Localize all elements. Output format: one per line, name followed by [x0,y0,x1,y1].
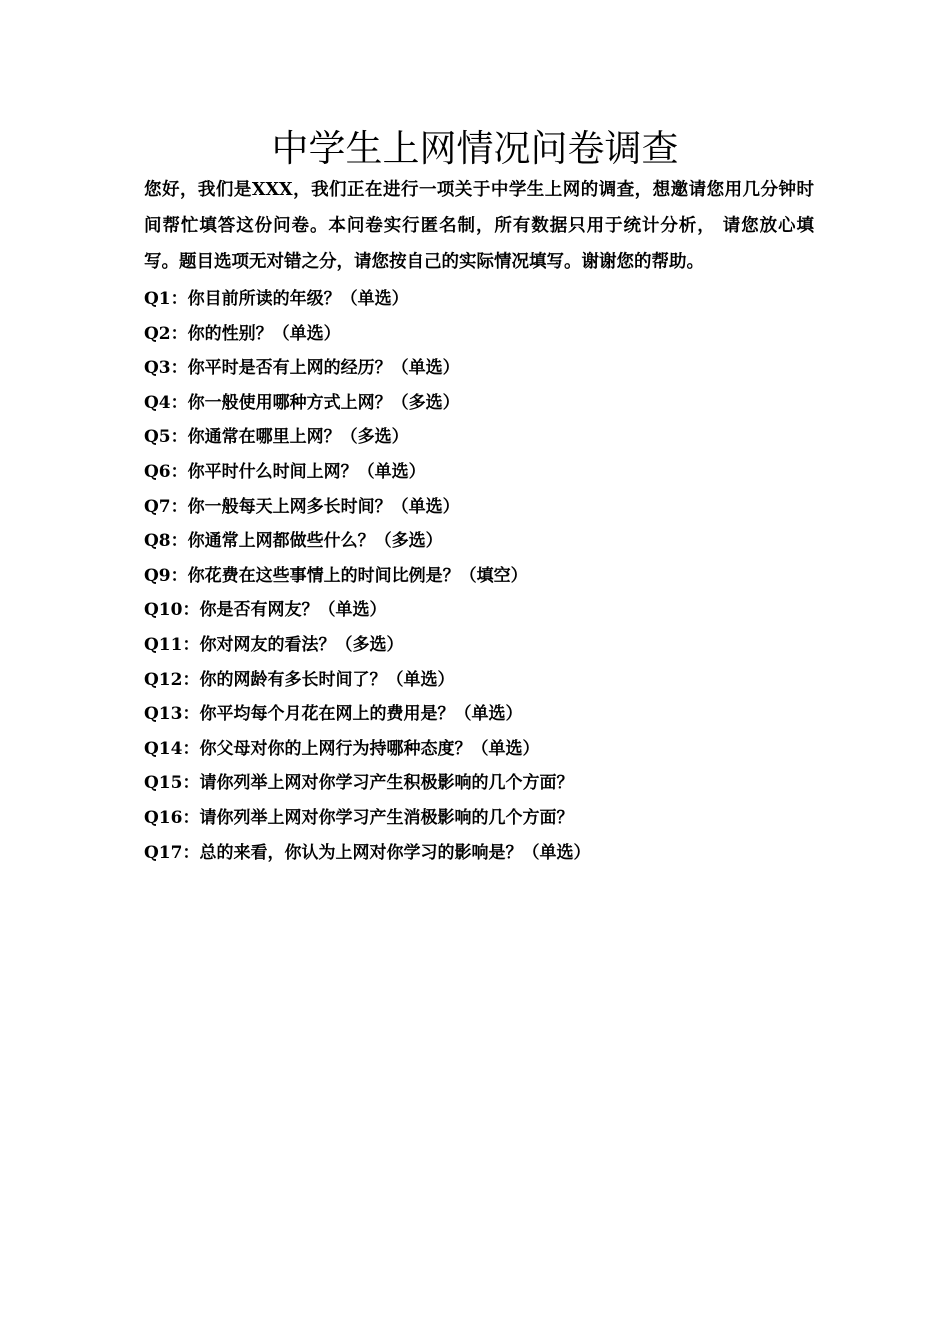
question-item: Q10：你是否有网友？（单选） [144,600,387,621]
page-title: 中学生上网情况问卷调查 [271,127,679,170]
question-item: Q16：请你列举上网对你学习产生消极影响的几个方面？ [144,807,574,828]
question-item: Q14：你父母对你的上网行为持哪种态度？（单选） [144,738,540,759]
question-item: Q17：总的来看，你认为上网对你学习的影响是？（单选） [144,842,591,863]
question-item: Q3：你平时是否有上网的经历？（单选） [144,358,460,379]
question-item: Q4：你一般使用哪种方式上网？（多选） [144,392,460,413]
question-item: Q6：你平时什么时间上网？（单选） [144,461,426,482]
question-item: Q2：你的性别？（单选） [144,323,341,344]
intro-paragraph: 您好，我们是XXX，我们正在进行一项关于中学生上网的调查，想邀请您用几分钟时间帮忙填答这份问卷。本问卷实行匿名制，所有数据只用于统计分析， 请您放心填写。题目选项无对错之分，请您按自己的实际情况填写。谢谢您的帮助。 [144,180,814,272]
question-item: Q5：你通常在哪里上网？（多选） [144,427,409,448]
question-item: Q11：你对网友的看法？（多选） [144,634,404,655]
question-item: Q7：你一般每天上网多长时间？（单选） [144,496,460,517]
question-item: Q15：请你列举上网对你学习产生积极影响的几个方面？ [144,773,574,794]
question-item: Q9：你花费在这些事情上的时间比例是？（填空） [144,565,528,586]
question-list [144,282,844,870]
question-item: Q8：你通常上网都做些什么？（多选） [144,531,443,552]
question-item: Q13：你平均每个月花在网上的费用是？（单选） [144,704,523,725]
question-item: Q12：你的网龄有多长时间了？（单选） [144,669,455,690]
question-item: Q1：你目前所读的年级？（单选） [144,289,409,309]
